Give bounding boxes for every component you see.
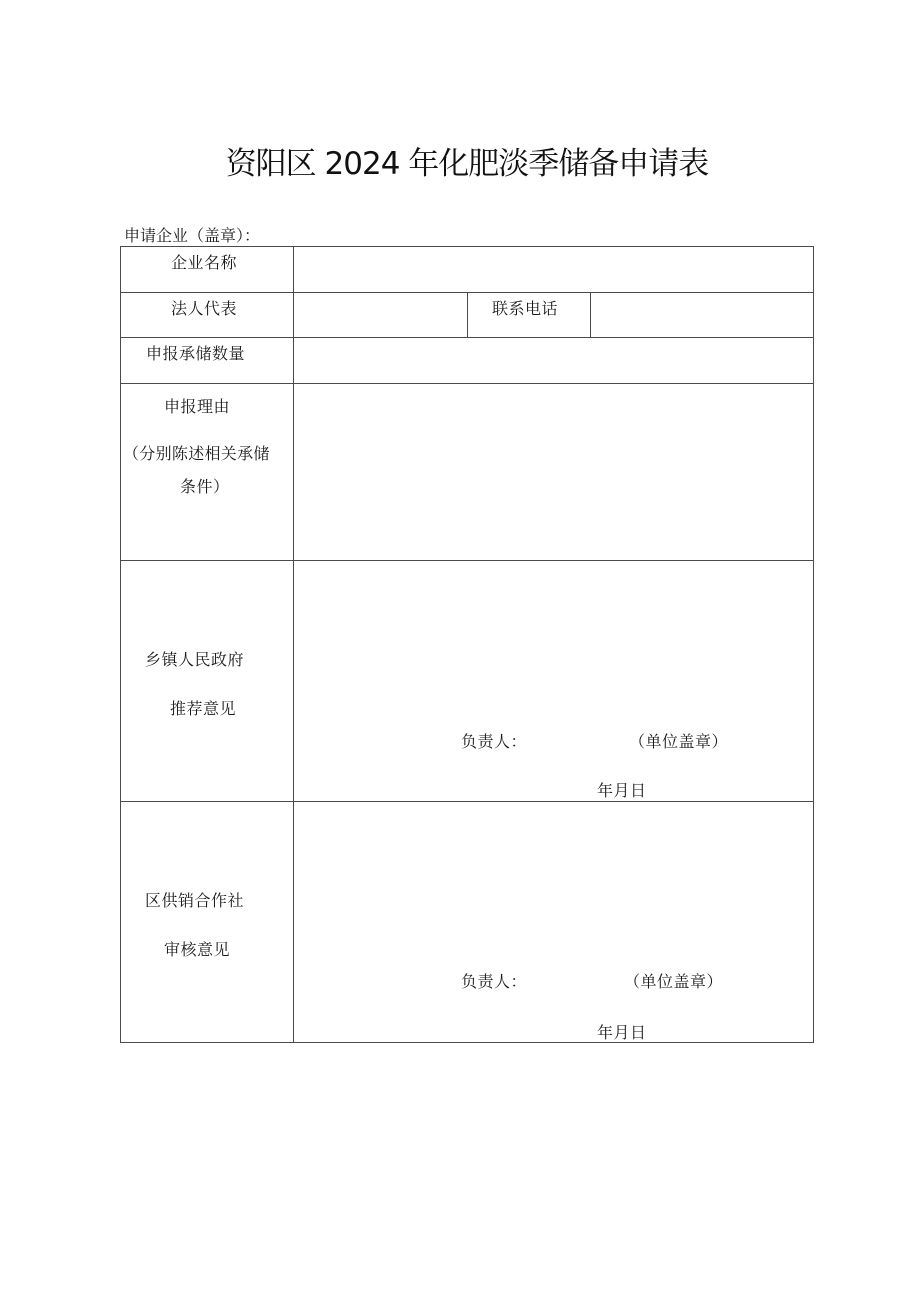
reason-label-line2: （分别陈述相关承储: [123, 444, 270, 463]
coop-label-line2: 审核意见: [164, 940, 231, 959]
township-responsible-label: 负责人：: [461, 732, 528, 751]
township-seal-label: （单位盖章）: [629, 732, 729, 751]
company-name-field[interactable]: [296, 248, 811, 290]
coop-date-label: 年月日: [597, 1023, 647, 1042]
phone-label: 联系电话: [492, 299, 559, 318]
phone-field[interactable]: [593, 294, 811, 336]
reason-label-line3: 条件）: [180, 477, 230, 496]
township-date-label: 年月日: [597, 781, 647, 800]
legal-rep-label: 法人代表: [171, 299, 238, 318]
township-label-line1: 乡镇人民政府: [145, 650, 245, 669]
coop-seal-label: （单位盖章）: [624, 972, 724, 991]
township-label-line2: 推荐意见: [170, 699, 237, 718]
column-divider-phone-right: [590, 292, 591, 338]
reason-label-line1: 申报理由: [164, 397, 231, 416]
column-divider: [293, 246, 294, 1043]
legal-rep-field[interactable]: [296, 294, 464, 336]
company-name-label: 企业名称: [171, 253, 238, 272]
table-border-right: [813, 246, 814, 1043]
form-title: 资阳区 2024 年化肥淡季储备申请表: [225, 146, 709, 182]
table-border-left: [120, 246, 121, 1043]
coop-label-line1: 区供销合作社: [145, 891, 245, 910]
storage-quantity-label: 申报承储数量: [146, 344, 246, 363]
applicant-company-label: 申请企业（盖章）：: [124, 226, 261, 245]
reason-field[interactable]: [296, 386, 811, 558]
column-divider-phone-left: [467, 292, 468, 338]
table-border-bottom: [120, 1042, 814, 1043]
row-divider: [120, 560, 814, 561]
coop-responsible-label: 负责人：: [461, 972, 528, 991]
storage-quantity-field[interactable]: [296, 339, 811, 381]
row-divider: [120, 383, 814, 384]
table-border-top: [120, 246, 814, 247]
row-divider: [120, 801, 814, 802]
